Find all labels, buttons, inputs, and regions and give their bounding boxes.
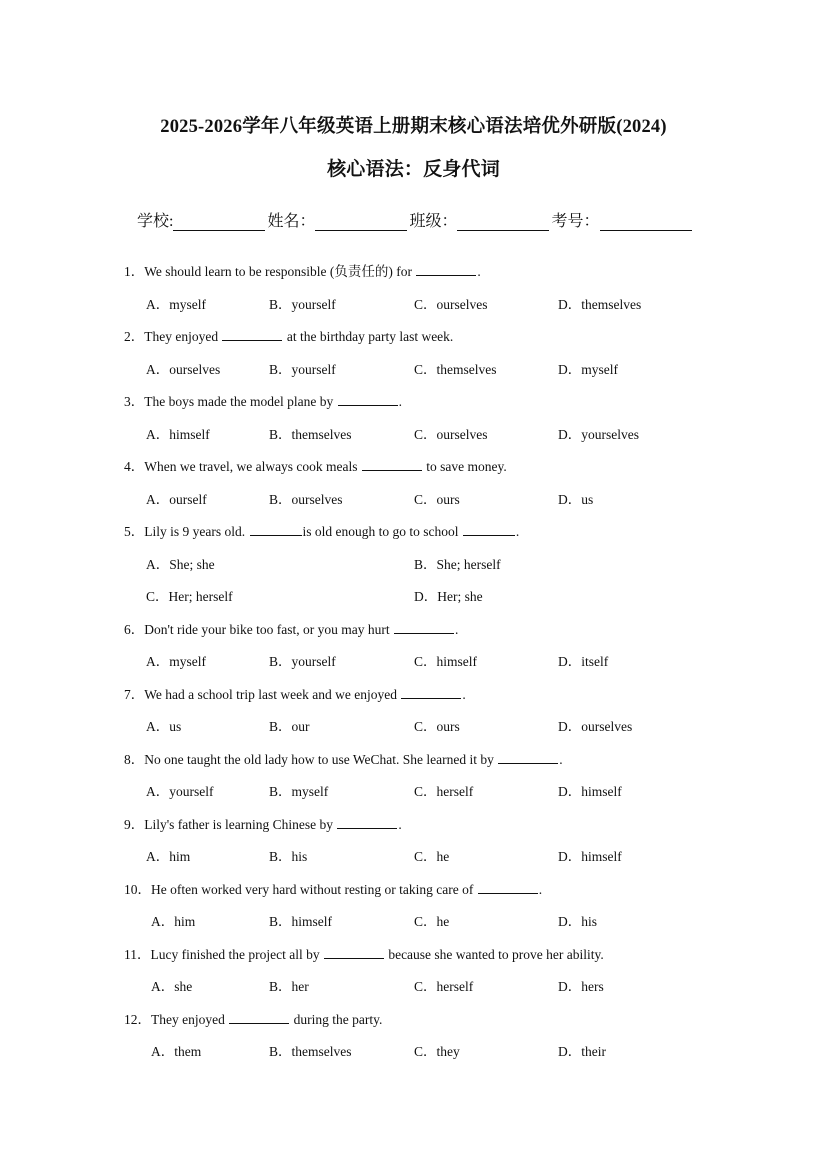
exam-number-blank	[600, 214, 692, 231]
option-d: D．hers	[558, 979, 604, 994]
option-a: A．she	[151, 979, 193, 994]
option-d: D．yourselves	[558, 427, 639, 442]
option-b: B．She; herself	[414, 557, 501, 572]
option-d: D．themselves	[558, 297, 642, 312]
option-a: A．myself	[146, 297, 206, 312]
option-c: C．ours	[414, 719, 460, 734]
class-blank	[457, 214, 549, 231]
student-info-row	[137, 208, 694, 231]
option-d: D．us	[558, 492, 594, 507]
option-b: B．her	[269, 979, 309, 994]
option-a: A．yourself	[146, 784, 214, 799]
option-b: B．yourself	[269, 297, 336, 312]
option-c: C．herself	[414, 784, 474, 799]
option-a: A．ourselves	[146, 362, 221, 377]
option-d: D．myself	[558, 362, 618, 377]
question-stem: 3．The boys made the model plane by .	[124, 394, 402, 409]
option-b: B．myself	[269, 784, 329, 799]
page-title: 2025-2026学年八年级英语上册期末核心语法培优外研版(2024)	[160, 117, 667, 137]
option-c: C．ourselves	[414, 297, 488, 312]
question-stem: 10．He often worked very hard without resting or taking care of .	[124, 882, 543, 897]
option-a: A．us	[146, 719, 182, 734]
option-c: C．they	[414, 1044, 460, 1059]
option-d: D．himself	[558, 784, 622, 799]
question-stem: 4．When we travel, we always cook meals to save money.	[124, 459, 507, 474]
page-subtitle: 核心语法：反身代词	[327, 159, 500, 180]
option-c: C．he	[414, 914, 450, 929]
option-d: D．itself	[558, 654, 609, 669]
option-b: B．themselves	[269, 1044, 352, 1059]
name-blank	[315, 214, 407, 231]
school-label: 学校:	[137, 213, 174, 230]
option-b: B．his	[269, 849, 308, 864]
option-a: A．She; she	[146, 557, 215, 572]
option-a: A．him	[151, 914, 196, 929]
option-a: A．them	[151, 1044, 202, 1059]
option-b: B．ourselves	[269, 492, 343, 507]
option-a: A．him	[146, 849, 191, 864]
option-c: C．ourselves	[414, 427, 488, 442]
question-stem: 12．They enjoyed during the party.	[124, 1012, 383, 1027]
option-c: C．themselves	[414, 362, 497, 377]
option-d: D．his	[558, 914, 598, 929]
option-d: D．Her; she	[414, 589, 483, 604]
question-stem: 2．They enjoyed at the birthday party last week.	[124, 329, 454, 344]
name-label: 姓名：	[267, 213, 316, 230]
option-b: B．yourself	[269, 362, 336, 377]
school-blank	[173, 214, 265, 231]
option-c: C．ours	[414, 492, 460, 507]
option-b: B．himself	[269, 914, 332, 929]
option-d: D．himself	[558, 849, 622, 864]
option-d: D．their	[558, 1044, 606, 1059]
question-stem: 11．Lucy finished the project all by because she wanted to prove her ability.	[124, 947, 604, 962]
option-b: B．yourself	[269, 654, 336, 669]
option-a: A．myself	[146, 654, 206, 669]
class-label: 班级：	[409, 213, 458, 230]
question-stem: 6．Don't ride your bike too fast, or you may hurt .	[124, 622, 459, 637]
option-b: B．our	[269, 719, 310, 734]
question-stem: 9．Lily's father is learning Chinese by .	[124, 817, 402, 832]
option-a: A．ourself	[146, 492, 207, 507]
option-c: C．he	[414, 849, 450, 864]
option-c: C．Her; herself	[146, 589, 233, 604]
option-b: B．themselves	[269, 427, 352, 442]
exam-number-label: 考号：	[551, 213, 600, 230]
question-stem: 5．Lily is 9 years old. is old enough to go to school .	[124, 524, 520, 539]
question-stem: 7．We had a school trip last week and we enjoyed .	[124, 687, 466, 702]
question-stem: 1．We should learn to be responsible (负责任的) for .	[124, 264, 481, 279]
question-stem: 8．No one taught the old lady how to use WeChat. She learned it by .	[124, 752, 563, 767]
option-d: D．ourselves	[558, 719, 633, 734]
option-c: C．herself	[414, 979, 474, 994]
option-c: C．himself	[414, 654, 477, 669]
option-a: A．himself	[146, 427, 210, 442]
